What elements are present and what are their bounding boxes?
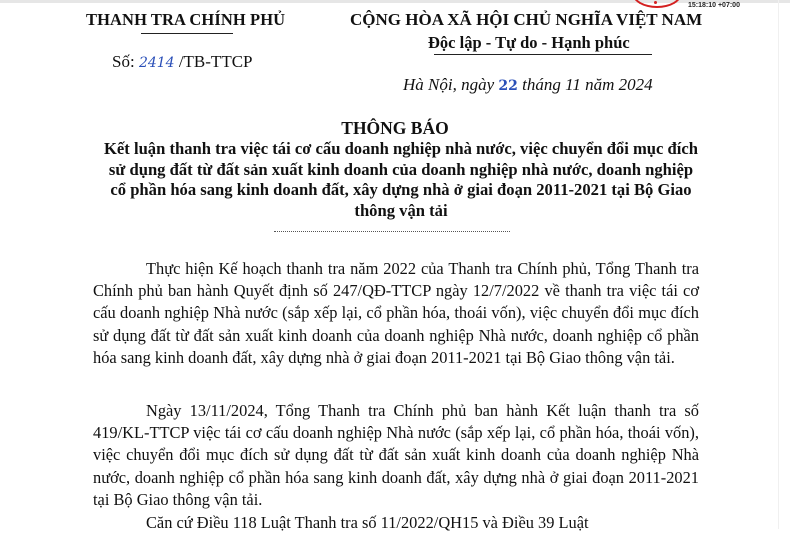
place-date-prefix: Hà Nội, ngày — [403, 75, 495, 94]
document-number — [112, 52, 253, 72]
national-motto: Độc lập - Tự do - Hạnh phúc — [428, 33, 630, 52]
page-right-edge — [778, 0, 779, 529]
agency-underline — [141, 33, 233, 34]
body-paragraph: Thực hiện Kế hoạch thanh tra năm 2022 của Thanh tra Chính phủ, Tổng Thanh tra Chính phủ ban hành Quyết định số 247/QĐ-TTCP ngày 12/7/2022 về thanh tra việc tái cơ cấu doanh nghiệp Nhà nước (sắp xếp lại, cổ phần hóa, thoái vốn), việc chuyển đổi mục đích sử dụng đất từ đất sản xuất kinh doanh của doanh nghiệp Nhà nước, doanh nghiệp cổ phần hóa sang kinh doanh đất, xây dựng nhà ở giai đoạn 2011-2021 tại Bộ Giao thông vận tải. — [93, 259, 699, 367]
doc-number-suffix: /TB-TTCP — [178, 52, 253, 71]
body-paragraph: Ngày 13/11/2024, Tổng Thanh tra Chính phủ ban hành Kết luận thanh tra số 419/KL-TTCP việc tái cơ cấu doanh nghiệp Nhà nước (sắp xếp lại, cổ phần hóa, thoái vốn), việc chuyển đổi mục đích sử dụng đất từ đất sản xuất kinh doanh của doanh nghiệp Nhà nước, doanh nghiệp cổ phần hóa sang kinh doanh đất, xây dựng nhà ở giai đoạn 2011-2021 tại Bộ Giao thông vận tải. — [93, 401, 699, 509]
place-date-suffix: tháng 11 năm 2024 — [522, 75, 653, 94]
doc-number-prefix: Số: — [112, 52, 135, 71]
title-separator — [274, 231, 510, 233]
motto-underline — [434, 54, 652, 55]
stamp-star-icon — [654, 1, 657, 4]
place-and-date — [403, 75, 653, 95]
national-title: CỘNG HÒA XÃ HỘI CHỦ NGHĨA VIỆT NAM — [350, 10, 703, 29]
digital-signature-timestamp: 15:18:10 +07:00 — [688, 2, 740, 9]
body-paragraph: Căn cứ Điều 118 Luật Thanh tra số 11/2022/QH15 và Điều 39 Luật — [146, 513, 589, 532]
document-title: THÔNG BÁO — [341, 118, 449, 138]
document-subtitle: Kết luận thanh tra việc tái cơ cấu doanh nghiệp nhà nước, việc chuyển đổi mục đích sử dụng đất từ đất sản xuất kinh doanh của doanh nghiệp nhà nước, doanh nghiệp cổ phần hóa sang kinh doanh đất, xây dựng nhà ở giai đoạn 2011-2021 tại Bộ Giao thông vận tải — [104, 139, 698, 220]
doc-number-handwritten: 2414 — [138, 55, 175, 71]
day-handwritten: 22 — [498, 78, 518, 94]
official-stamp-icon — [632, 0, 682, 8]
issuing-agency: THANH TRA CHÍNH PHỦ — [86, 10, 286, 29]
